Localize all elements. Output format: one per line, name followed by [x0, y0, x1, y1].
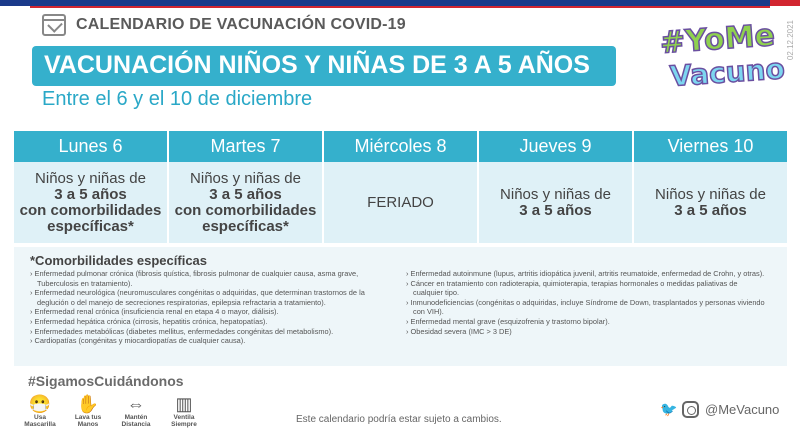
- comorbidity-item: › Enfermedad neurológica (neuromusculares congénitas o adquiridas, que determinan trastornos de la deglución o del manejo de secreciones respiratorias, epilepsia refractaria a tratamiento).: [30, 288, 365, 307]
- care-label: Siempre: [171, 421, 197, 428]
- care-label: Usa: [34, 414, 46, 421]
- social-links: [660, 400, 779, 418]
- comorbidity-item: › Enfermedad mental grave (esquizofrenia y trastorno bipolar).: [406, 316, 610, 326]
- care-label: Mascarilla: [24, 421, 56, 428]
- day-cell-martes: [169, 162, 324, 243]
- comorbidities-left-list: [30, 269, 390, 346]
- disclaimer: Este calendario podría estar sujeto a cambios.: [296, 414, 502, 425]
- comorbidity-item: › Obesidad severa (IMC > 3 DE): [406, 326, 512, 336]
- social-handle[interactable]: @MeVacuno: [705, 401, 780, 417]
- day-header-martes: Martes 7: [169, 131, 324, 162]
- day-cell-lunes: [14, 162, 169, 243]
- hashtag: #SigamosCuidándonos: [28, 373, 184, 389]
- mask-icon: 😷: [28, 394, 52, 414]
- comorbidity-item: › Enfermedad renal crónica (insuficiencia renal en etapa 4 o mayor, diálisis).: [30, 307, 279, 317]
- comorbidity-item: › Cardiopatías (congénitas y miocardiopatías de cualquier causa).: [30, 336, 246, 346]
- schedule-header-row: [14, 131, 787, 162]
- header-title: CALENDARIO DE VACUNACIÓN COVID-19: [76, 16, 406, 33]
- comorbidity-item: › Inmunodeficiencias (congénitas o adquiridas, incluye Síndrome de Down, trasplantados y personas viviendo con VIH).: [406, 297, 765, 317]
- comorbidity-item: › Enfermedad hepática crónica (cirrosis, hepatitis crónica, hepatopatías).: [30, 316, 268, 326]
- care-label: Ventila: [173, 414, 195, 421]
- care-label: Distancia: [121, 421, 151, 428]
- care-mask: [26, 394, 54, 428]
- care-ventilate: [170, 394, 198, 428]
- cell-condition: con comorbilidades: [19, 201, 162, 219]
- cell-age: 3 a 5 años: [54, 185, 127, 203]
- flag-bar: [0, 0, 800, 6]
- cell-condition: específicas*: [47, 217, 134, 235]
- comorbidity-item: › Enfermedades metabólicas (diabetes mellitus, enfermedades congénitas del metabolismo).: [30, 326, 334, 336]
- date-range-subtitle: Entre el 6 y el 10 de diciembre: [42, 88, 313, 110]
- distance-icon: ⇔: [127, 394, 145, 414]
- window-icon: ▥: [175, 394, 193, 414]
- banner-title: VACUNACIÓN NIÑOS Y NIÑAS DE 3 A 5 AÑOS: [44, 51, 590, 79]
- cell-text: Niños y niñas de: [655, 185, 766, 203]
- hand-wash-icon: ✋: [76, 394, 100, 414]
- comorbidity-item: › Enfermedad pulmonar crónica (fibrosis quística, fibrosis pulmonar de cualquier causa, asma grave, Tuberculosis en tratamiento).: [30, 269, 359, 288]
- cell-condition: con comorbilidades: [174, 201, 317, 219]
- comorbidities-title: *Comorbilidades específicas: [30, 253, 208, 268]
- care-handwash: [74, 394, 102, 428]
- instagram-icon[interactable]: [682, 401, 699, 418]
- cell-holiday: FERIADO: [367, 193, 434, 211]
- cell-text: Niños y niñas de: [500, 185, 611, 203]
- calendar-check-icon: [42, 14, 66, 36]
- day-header-viernes: Viernes 10: [634, 131, 787, 162]
- cell-condition: específicas*: [202, 217, 289, 235]
- schedule-body-row: [14, 162, 787, 243]
- comorbidities-box: [14, 247, 787, 366]
- publish-date: 02.12.2021: [786, 20, 795, 61]
- day-header-miercoles: Miércoles 8: [324, 131, 479, 162]
- care-distance: [122, 394, 150, 428]
- logo-line2: Vacuno: [668, 52, 786, 93]
- care-label: Manos: [77, 421, 99, 428]
- day-cell-miercoles: [324, 162, 479, 243]
- cell-text: Niños y niñas de: [35, 169, 146, 187]
- comorbidity-item: › Enfermedad autoinmune (lupus, artritis idiopática juvenil, artritis reumatoide, enfermedad de Crohn, y otras).: [406, 269, 765, 278]
- schedule-table: [14, 131, 787, 243]
- care-label: Mantén: [124, 414, 148, 421]
- twitter-icon[interactable]: 🐦: [660, 400, 678, 417]
- day-cell-jueves: [479, 162, 634, 243]
- header: [42, 14, 406, 36]
- day-header-jueves: Jueves 9: [479, 131, 634, 162]
- cell-age: 3 a 5 años: [519, 201, 592, 219]
- cell-text: Niños y niñas de: [190, 169, 301, 187]
- day-header-lunes: Lunes 6: [14, 131, 169, 162]
- care-label: Lava tus: [74, 414, 102, 421]
- comorbidities-right-list: [406, 269, 766, 336]
- logo-line1: #YoMe: [658, 18, 777, 61]
- cell-age: 3 a 5 años: [674, 201, 747, 219]
- care-icons: [26, 394, 198, 428]
- title-banner: [32, 46, 616, 86]
- yomevacuno-logo: [650, 18, 786, 102]
- day-cell-viernes: [634, 162, 787, 243]
- cell-age: 3 a 5 años: [209, 185, 282, 203]
- comorbidity-item: › Cáncer en tratamiento con radioterapia, quimioterapia, terapias hormonales o medidas paliativas de cualquier tipo.: [406, 278, 738, 298]
